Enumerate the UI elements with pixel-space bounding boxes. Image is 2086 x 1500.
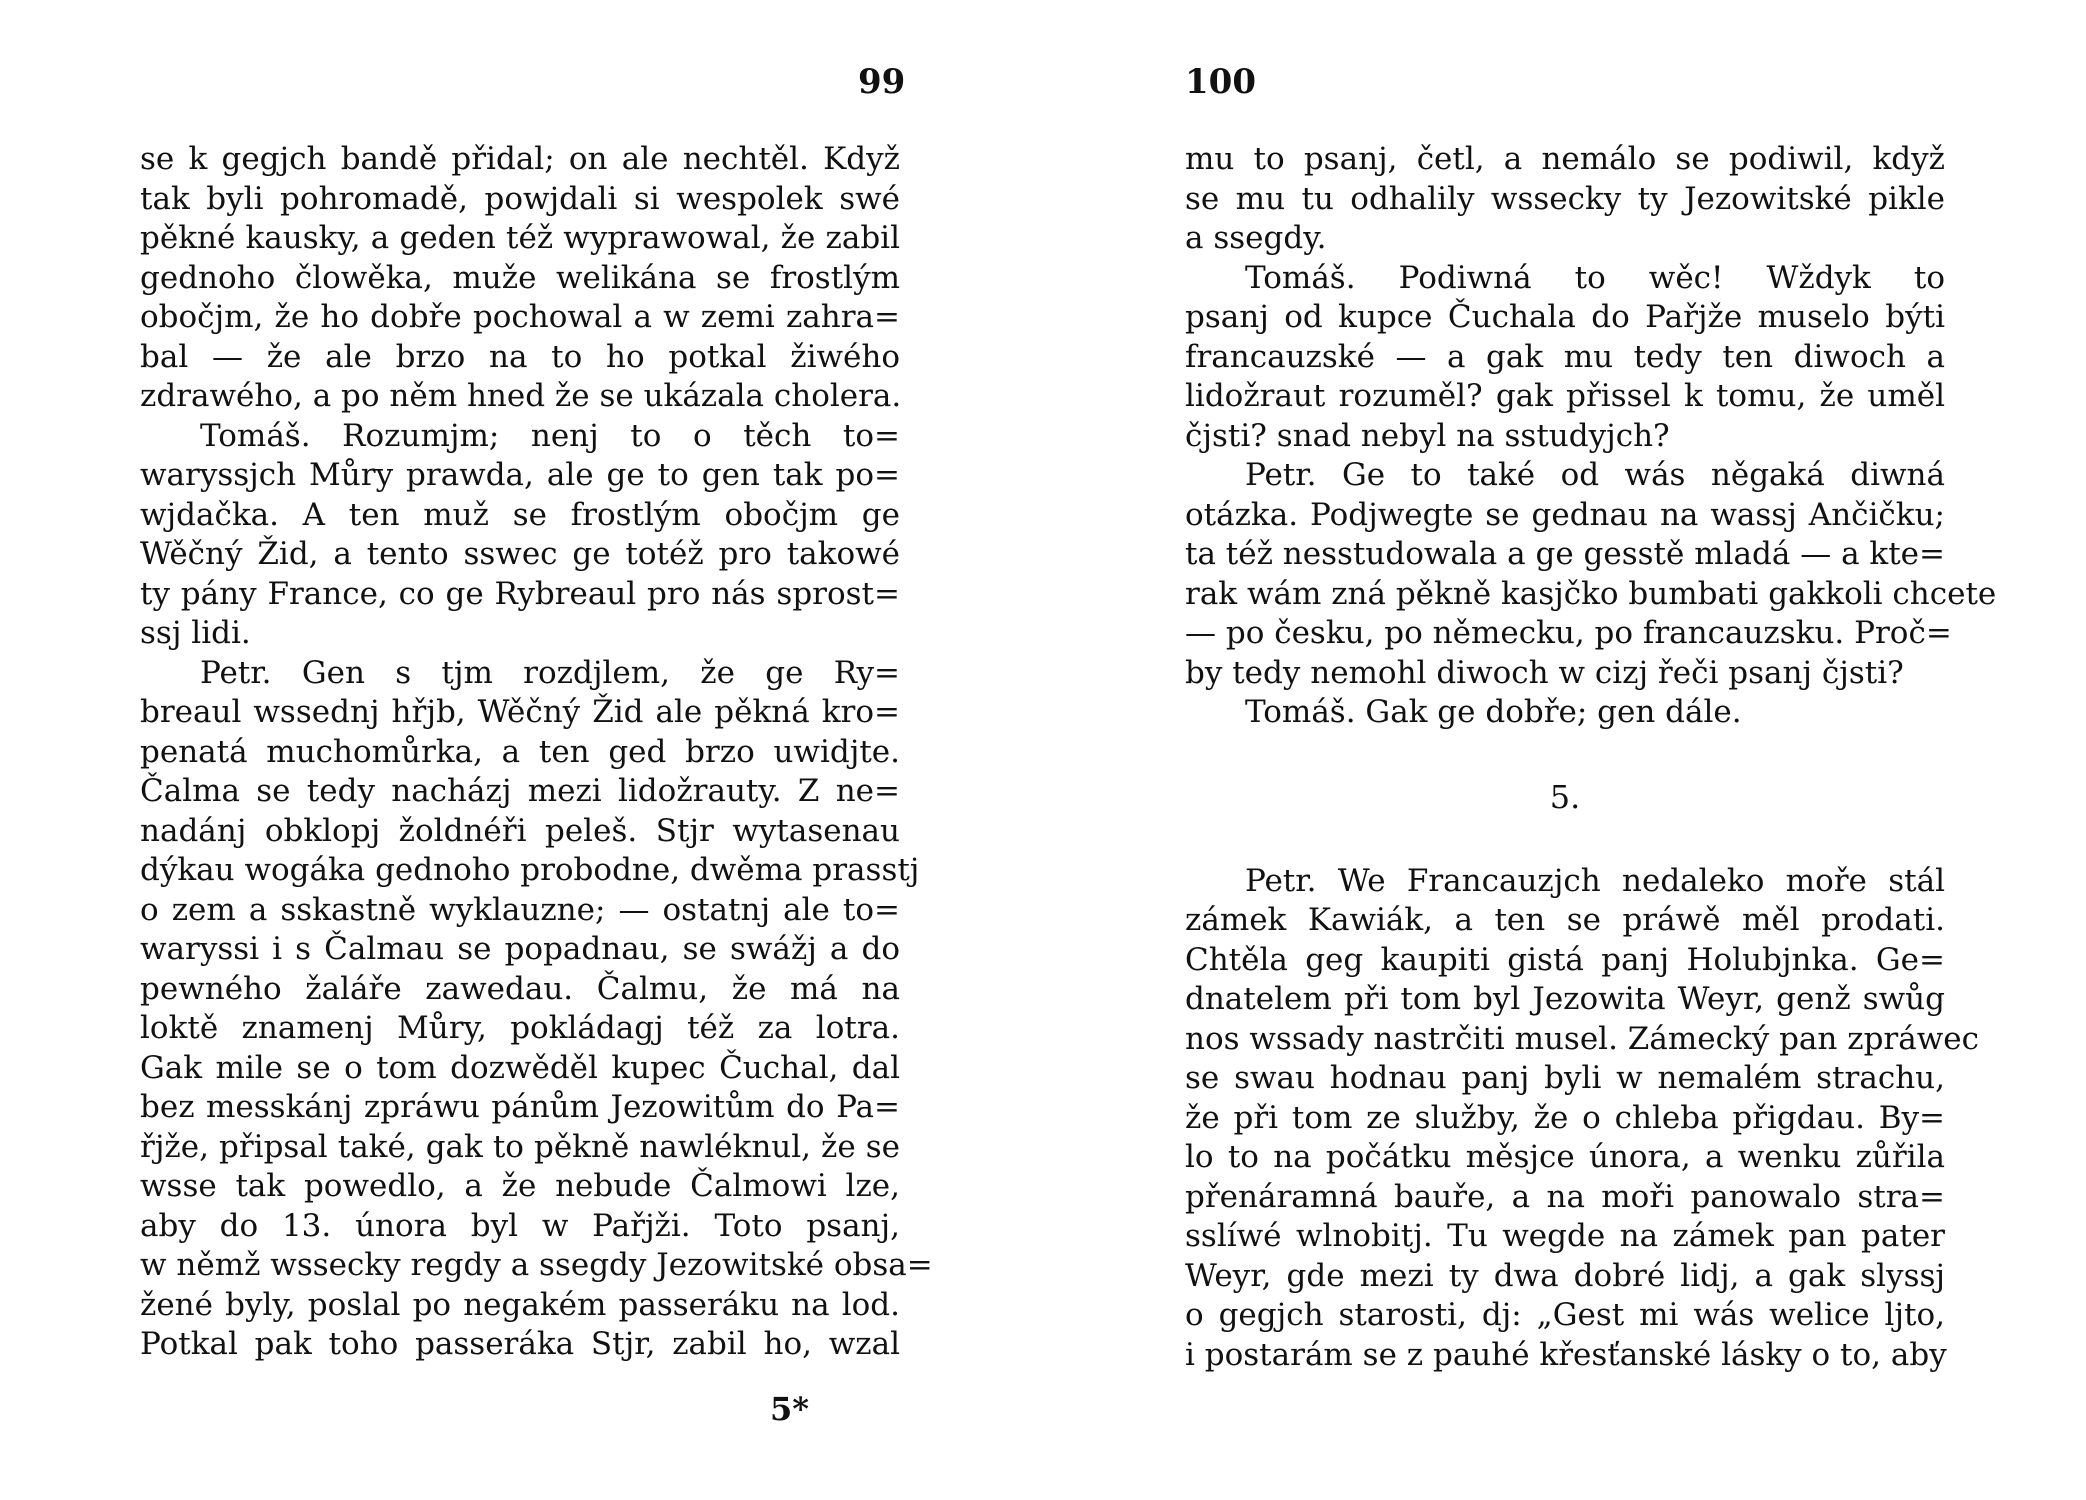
spacer	[1185, 822, 1945, 862]
section-heading: 5.	[1549, 778, 1581, 816]
text-line: ty pány France, co ge Rybreaul pro nás sprost=	[140, 575, 900, 612]
text-line: wjdačka. A ten muž se frostlým obočjm ge	[140, 496, 900, 533]
text-line: Potkal pak toho passeráka Stjr, zabil ho, wzal	[140, 1326, 900, 1362]
text-line: se swau hodnau panj byli w nemalém strachu,	[1185, 1060, 1945, 1096]
text-line: wsse tak powedlo, a že nebude Čalmowi lze,	[140, 1168, 900, 1204]
text-line: penatá muchomůrka, a ten ged brzo uwidjte.	[140, 733, 900, 770]
text-line: Čalma se tedy nacházj mezi lidožrauty. Z ne=	[140, 773, 900, 809]
text-line: pěkné kausky, a geden též wyprawowal, že zabil	[140, 220, 900, 256]
text-line: o gegjch starosti, dj: „Gest mi wás welice ljto,	[1185, 1297, 1945, 1333]
text-line: bal — že ale brzo na to ho potkal žiwého	[140, 338, 900, 375]
text-line: sslíwé wlnobitj. Tu wegde na zámek pan pater	[1185, 1218, 1945, 1254]
text-line: — po česku, po německu, po francauzsku. Proč=	[1185, 615, 1952, 651]
text-line: waryssjch Můry prawda, ale ge to gen tak po=	[140, 457, 900, 493]
text-line: dnatelem při tom byl Jezowita Weyr, genž swůg	[1185, 981, 1945, 1017]
text-line: tak byli pohromadě, powjdali si wespolek swé	[140, 180, 900, 217]
text-line: žené byly, poslal po negakém passeráku na lod.	[140, 1286, 900, 1323]
text-line: waryssi i s Čalmau se popadnau, se swážj a do	[140, 931, 900, 967]
printer-signature-mark: 5*	[770, 1390, 809, 1428]
text-line-speaker: Petr. We Francauzjch nedaleko moře stál	[1245, 862, 1945, 899]
text-line: lidožraut rozuměl? gak přissel k tomu, že uměl	[1185, 378, 1945, 414]
text-line: Chtěla geg kaupiti gistá panj Holubjnka. Ge=	[1185, 941, 1945, 978]
text-line: i postarám se z pauhé křesťanské lásky o to, aby	[1185, 1336, 1947, 1373]
text-line: by tedy nemohl diwoch w cizj řeči psanj čjsti?	[1185, 654, 1904, 691]
text-line: zámek Kawiák, a ten se práwě měl prodati.	[1185, 902, 1945, 938]
text-line: loktě znamenj Můry, pokládagj též za lotra.	[140, 1010, 900, 1046]
text-line: a ssegdy.	[1185, 220, 1327, 256]
text-line-speaker: Tomáš. Gak ge dobře; gen dále.	[1245, 694, 1742, 730]
right-page-number: 100	[1185, 62, 1256, 102]
text-line: řjže, připsal také, gak to pěkně nawléknul, že se	[140, 1128, 900, 1165]
text-line: Wěčný Žid, a tento sswec ge totéž pro takowé	[140, 536, 900, 572]
text-line-speaker: Petr. Ge to také od wás něgaká diwná	[1245, 457, 1945, 493]
text-line: že při tom ze služby, že o chleba přigdau. By=	[1185, 1099, 1945, 1136]
text-line: bez messkánj zpráwu pánům Jezowitům do Pa=	[140, 1089, 900, 1125]
text-line-speaker: Tomáš. Podiwná to wěc! Wždyk to	[1245, 259, 1945, 296]
text-line: psanj od kupce Čuchala do Pařjže muselo býti	[1185, 299, 1945, 335]
text-line: mu to psanj, četl, a nemálo se podiwil, když	[1185, 141, 1945, 177]
text-line: rak wám zná pěkně kasjčko bumbati gakkoli chcete	[1185, 575, 1997, 612]
text-line: aby do 13. února byl w Pařjži. Toto psanj,	[140, 1207, 900, 1244]
spacer	[1185, 733, 1945, 773]
text-line: nos wssady nastrčiti musel. Zámecký pan zpráwec	[1185, 1020, 1979, 1057]
text-line: se mu tu odhalily wssecky ty Jezowitské pikle	[1185, 180, 1945, 217]
right-page-text	[1185, 140, 1997, 1375]
text-line: pewného žaláře zawedau. Čalmu, že má na	[140, 970, 900, 1007]
text-line: obočjm, že ho dobře pochowal a w zemi zahra=	[140, 299, 900, 335]
text-line: otázka. Podjwegte se gednau na wassj Ančičku;	[1185, 496, 1945, 533]
text-line-speaker: Tomáš. Rozumjm; nenj to o těch to=	[200, 417, 900, 454]
text-line: čjsti? snad nebyl na sstudyjch?	[1185, 417, 1670, 454]
left-page	[140, 0, 933, 1500]
text-line: o zem a sskastně wyklauzne; — ostatnj ale to=	[140, 891, 900, 928]
text-line: Gak mile se o tom dozwěděl kupec Čuchal, dal	[140, 1049, 900, 1086]
text-line: Weyr, gde mezi ty dwa dobré lidj, a gak slyssj	[1185, 1257, 1945, 1294]
text-line: ta též nesstudowala a ge gesstě mladá — a kte=	[1185, 536, 1945, 572]
text-line-speaker: Petr. Gen s tjm rozdjlem, že ge Ry=	[200, 654, 900, 691]
text-line: zdrawého, a po něm hned že se ukázala cholera.	[140, 378, 902, 414]
text-line: dýkau wogáka gednoho probodne, dwěma prasstj	[140, 852, 920, 888]
text-line: francauzské — a gak mu tedy ten diwoch a	[1185, 338, 1945, 375]
text-line: lo to na počátku měsjce února, a wenku zůřila	[1185, 1139, 1945, 1175]
text-line: gednoho člowěka, muže welikána se frostlým	[140, 259, 900, 296]
text-line: w němž wssecky regdy a ssegdy Jezowitské obsa=	[140, 1247, 933, 1283]
left-page-number: 99	[858, 62, 906, 102]
text-line: ssj lidi.	[140, 615, 251, 651]
left-page-text	[140, 140, 933, 1365]
right-page	[1185, 0, 1997, 1500]
text-line: nadánj obklopj žoldnéři peleš. Stjr wytasenau	[140, 812, 900, 849]
text-line: breaul wssednj hřjb, Wěčný Žid ale pěkná kro=	[140, 694, 900, 730]
text-line: se k gegjch bandě přidal; on ale nechtěl. Když	[140, 141, 900, 177]
text-line: přenáramná bauře, a na moři panowalo stra=	[1185, 1178, 1945, 1215]
